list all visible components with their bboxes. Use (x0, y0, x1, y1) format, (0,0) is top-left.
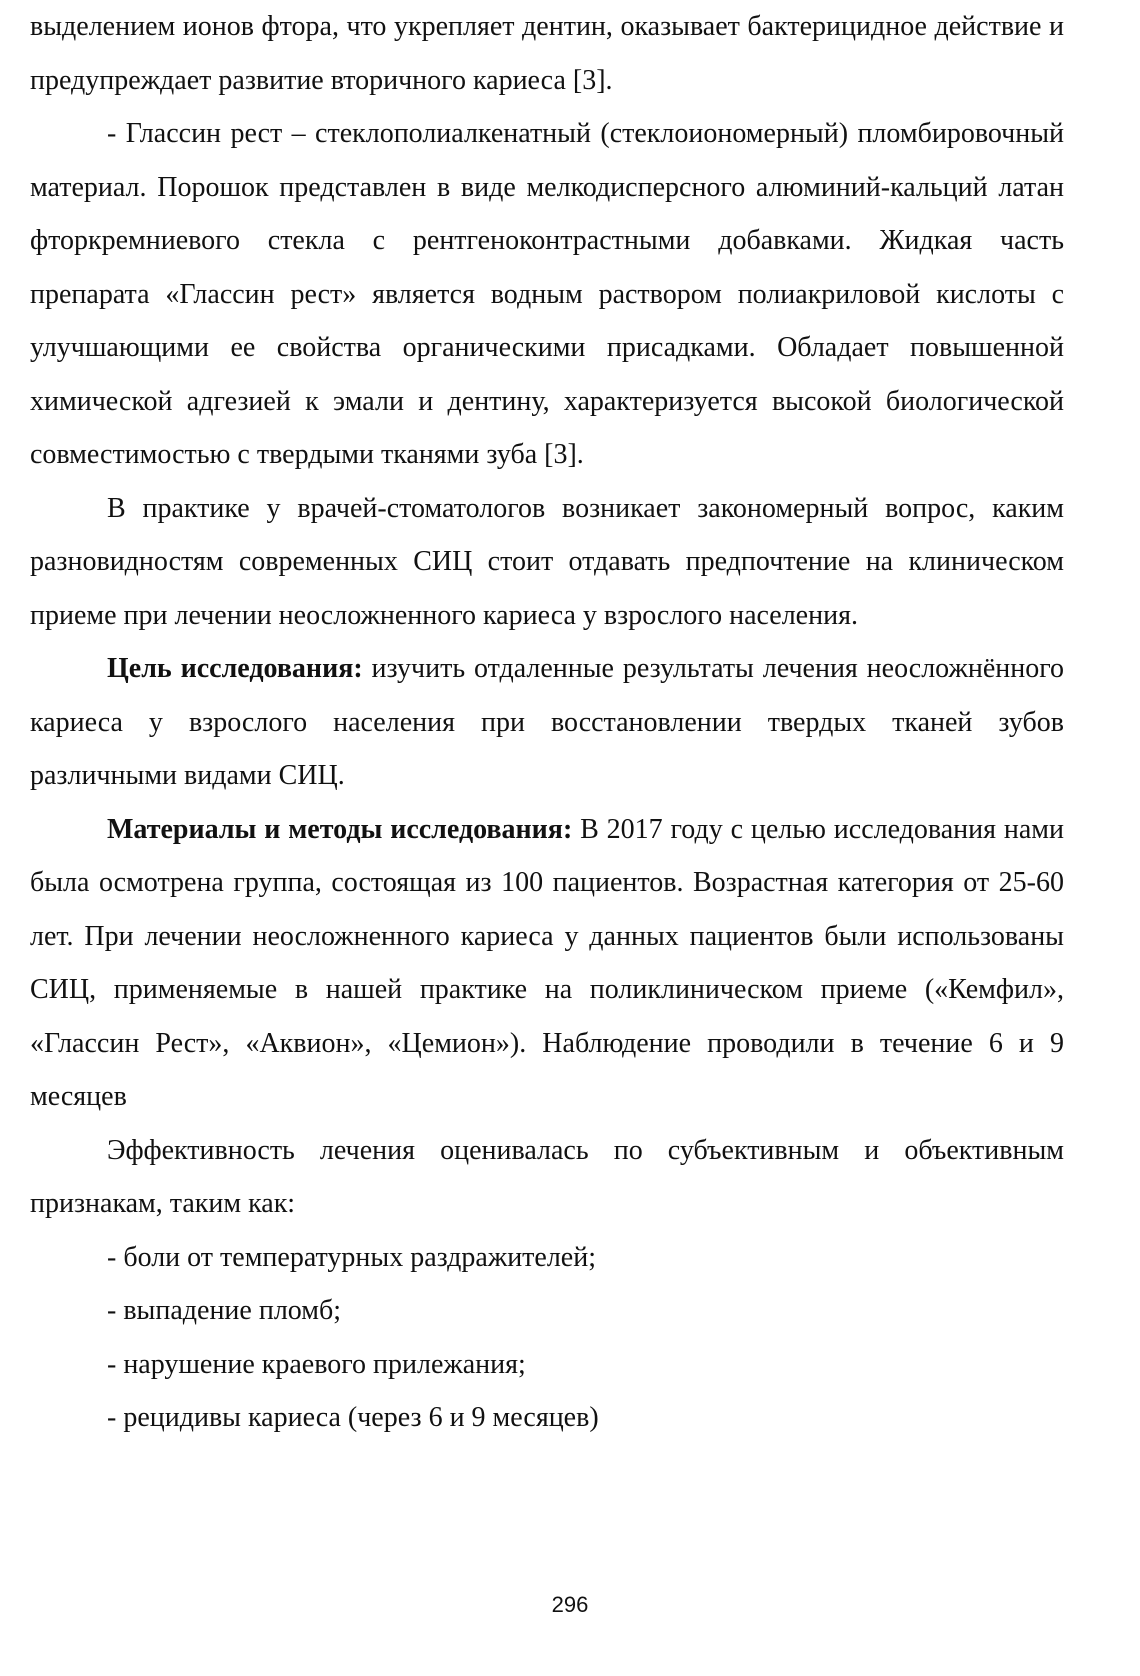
list-item: - рецидивы кариеса (через 6 и 9 месяцев) (107, 1402, 599, 1433)
page-number: 296 (551, 1592, 589, 1617)
paragraph-fluoride-continuation: выделением ионов фтора, что укрепляет дентин, оказывает бактерицидное действие и предупреждает развитие вторичного кариеса [3]. (30, 11, 1064, 96)
list-item: - боли от температурных раздражителей; (107, 1241, 597, 1273)
paragraph-research-goal (30, 642, 1064, 803)
paragraph-glassin-rest: - Глассин рест – стеклополиалкенатный (стеклоиономерный) пломбировочный материал. Порошок представлен в виде мелкодисперсного алюминий-кальций латан фторкремниевого стекла с рентгеноконтрастными добавками. Жидкая часть препарата «Глассин рест» является водным раствором полиакриловой кислоты с улучшающими ее свойства органическими присадками. Обладает повышенной химической адгезией к эмали и дентину, характеризуется высокой биологической совместимостью с твердыми тканями зуба [3]. (30, 118, 1064, 470)
paragraph-materials-methods (30, 803, 1064, 1124)
research-goal-text: изучить отдаленные результаты лечения неосложнённого кариеса у взрослого населения при восстановлении твердых тканей зубов различными видами СИЦ. (30, 653, 1064, 791)
paragraph-clinical-question: В практике у врачей-стоматологов возникает закономерный вопрос, каким разновидностям современных СИЦ стоит отдавать предпочтение на клиническом приеме при лечении неосложненного кариеса у взрослого населения. (30, 492, 1064, 631)
list-item: - нарушение краевого прилежания; (107, 1348, 526, 1380)
list-item: - выпадение пломб; (107, 1295, 342, 1326)
research-goal-heading: Цель исследования: (107, 653, 363, 684)
paragraph-effectiveness: Эффективность лечения оценивалась по субъективным и объективным признакам, таким как: (30, 1134, 1064, 1219)
document-body (30, 0, 1064, 1445)
materials-methods-heading: Материалы и методы исследования: (107, 813, 573, 845)
materials-methods-text: В 2017 году с целью исследования нами была осмотрена группа, состоящая из 100 пациентов. Возрастная категория от 25-60 лет. При лечении неосложненного кариеса у данных пациентов были использованы СИЦ, применяемые в нашей практике на поликлиническом приеме («Кемфил», «Глассин Рест», «Аквион», «Цемион»). Наблюдение проводили в течение 6 и 9 месяцев (30, 813, 1064, 1112)
